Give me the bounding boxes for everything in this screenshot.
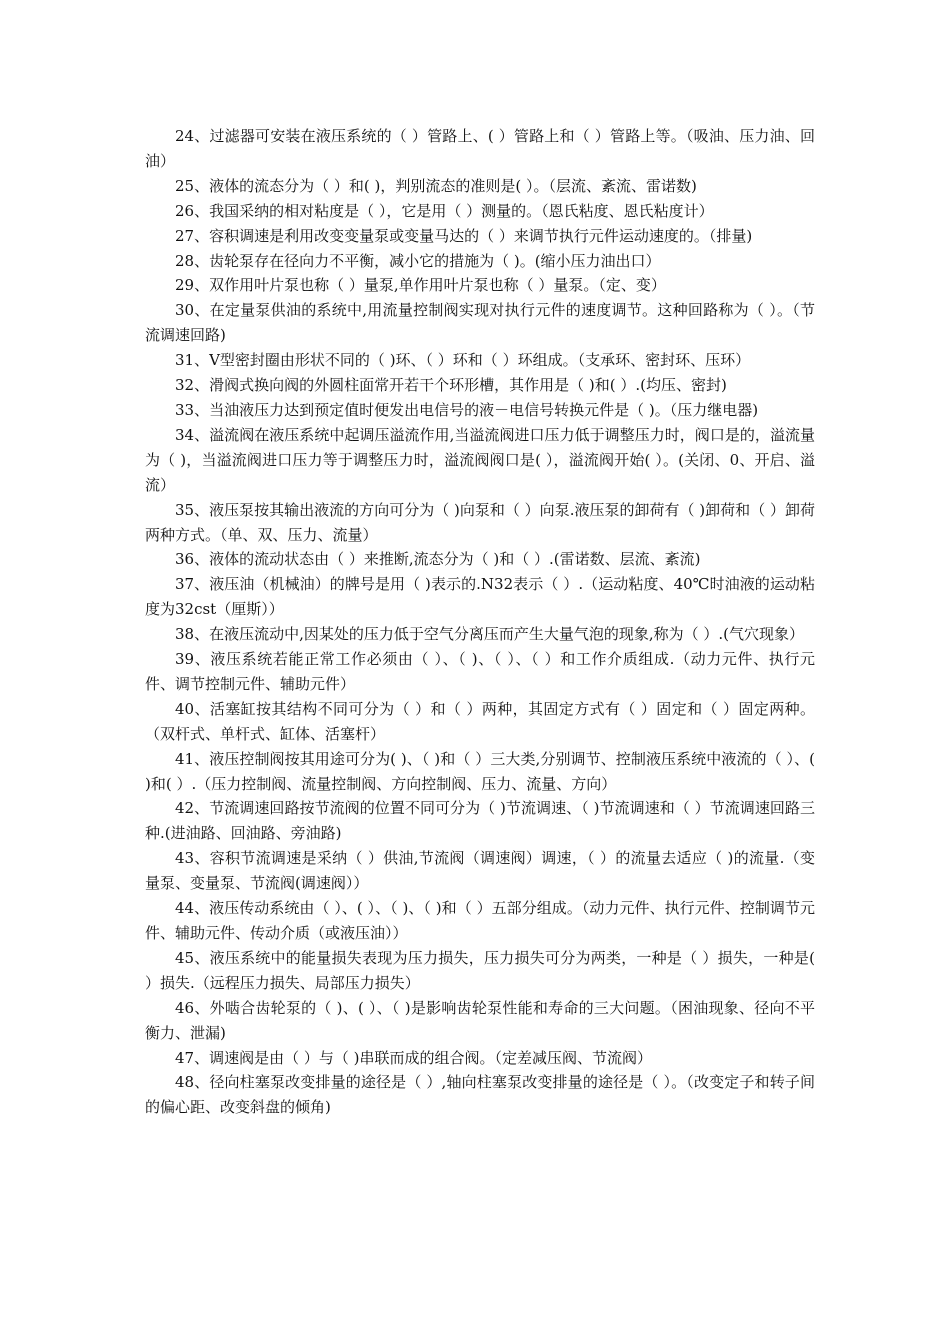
- question-29: 29、双作用叶片泵也称（ ）量泵,单作用叶片泵也称（ ）量泵。（定、变）: [175, 276, 666, 295]
- question-35: 35、液压泵按其输出液流的方向可分为（ )向泵和（ ）向泵.液压泵的卸荷有（ )卸荷和（ ）卸荷两种方式。（单、双、压力、流量）: [145, 500, 815, 544]
- question-38: 38、在液压流动中,因某处的压力低于空气分离压而产生大量气泡的现象,称为（ ）.(气穴现象）: [175, 625, 805, 644]
- question-48: 48、径向柱塞泵改变排量的途径是（ ）,轴向柱塞泵改变排量的途径是（ ）。（改变定子和转子间的偏心距、改变斜盘的倾角): [145, 1073, 815, 1117]
- question-28: 28、齿轮泵存在径向力不平衡，减小它的措施为（ )。(缩小压力油出口）: [175, 251, 661, 270]
- question-47: 47、调速阀是由（ ）与（ )串联而成的组合阀。（定差减压阀、节流阀）: [175, 1048, 652, 1067]
- question-39: 39、液压系统若能正常工作必须由（ ）、（ )、（ ）、（ ）和工作介质组成.（动力元件、执行元件、调节控制元件、辅助元件）: [145, 650, 815, 693]
- question-34: 34、溢流阀在液压系统中起调压溢流作用,当溢流阀进口压力低于调整压力时，阀口是的，溢流量为（ )，当溢流阀进口压力等于调整压力时，溢流阀阀口是( ），溢流阀开始( ）。(关闭、0、开启、溢流）: [145, 425, 815, 494]
- question-43: 43、容积节流调速是采纳（ ）供油,节流阀（调速阀）调速，（ ）的流量去适应（ )的流量.（变量泵、变量泵、节流阀(调速阀））: [145, 849, 815, 893]
- question-40: 40、活塞缸按其结构不同可分为（ ）和（ ）两种，其固定方式有（ ）固定和（ ）固定两种。（双杆式、单杆式、缸体、活塞杆）: [145, 699, 815, 743]
- question-26: 26、我国采纳的相对粘度是（ ），它是用（ ）测量的。（恩氏粘度、恩氏粘度计）: [175, 201, 714, 220]
- question-41: 41、液压控制阀按其用途可分为( )、（ )和（ ）三大类,分别调节、控制液压系统中液流的（ ）、( )和( ）.（压力控制阀、流量控制阀、方向控制阀、压力、流量、方向）: [145, 749, 815, 793]
- question-42: 42、节流调速回路按节流阀的位置不同可分为（ )节流调速、（ )节流调速和（ ）节流调速回路三种.(进油路、回油路、旁油路): [145, 799, 815, 843]
- question-44: 44、液压传动系统由（ ）、( ）、（ )、（ )和（ ）五部分组成。（动力元件、执行元件、控制调节元件、辅助元件、传动介质（或液压油））: [145, 899, 815, 942]
- question-27: 27、容积调速是利用改变变量泵或变量马达的（ ）来调节执行元件运动速度的。（排量): [175, 226, 753, 245]
- question-33: 33、当油液压力达到预定值时便发出电信号的液－电信号转换元件是（ )。（压力继电器): [175, 400, 759, 419]
- question-37: 37、液压油（机械油）的牌号是用（ )表示的.N32表示（ ）.（运动粘度、40℃时油液的运动粘度为32cst（厘斯））: [145, 575, 815, 619]
- question-36: 36、液体的流动状态由（ ）来推断,流态分为（ )和（ ）.(雷诺数、层流、紊流): [175, 550, 701, 569]
- question-30: 30、在定量泵供油的系统中,用流量控制阀实现对执行元件的速度调节。这种回路称为（ ）。（节流调速回路): [145, 301, 815, 345]
- question-25: 25、液体的流态分为（ ）和( )，判别流态的准则是( ）。（层流、紊流、雷诺数): [175, 176, 697, 195]
- question-31: 31、V型密封圈由形状不同的（ )环、（ ）环和（ ）环组成。（支承环、密封环、压环）: [175, 351, 751, 370]
- question-46: 46、外啮合齿轮泵的（ )、( ）、（ )是影响齿轮泵性能和寿命的三大问题。（困油现象、径向不平衡力、泄漏): [145, 998, 815, 1042]
- question-45: 45、液压系统中的能量损失表现为压力损失，压力损失可分为两类，一种是（ ）损失，一种是( ）损失.（远程压力损失、局部压力损失）: [145, 948, 815, 992]
- document-body: [145, 124, 815, 1120]
- question-32: 32、滑阀式换向阀的外圆柱面常开若干个环形槽，其作用是（ )和( ）.(均压、密封): [175, 376, 727, 395]
- question-24: 24、过滤器可安装在液压系统的（ ）管路上、( ）管路上和（ ）管路上等。（吸油、压力油、回油）: [145, 127, 815, 170]
